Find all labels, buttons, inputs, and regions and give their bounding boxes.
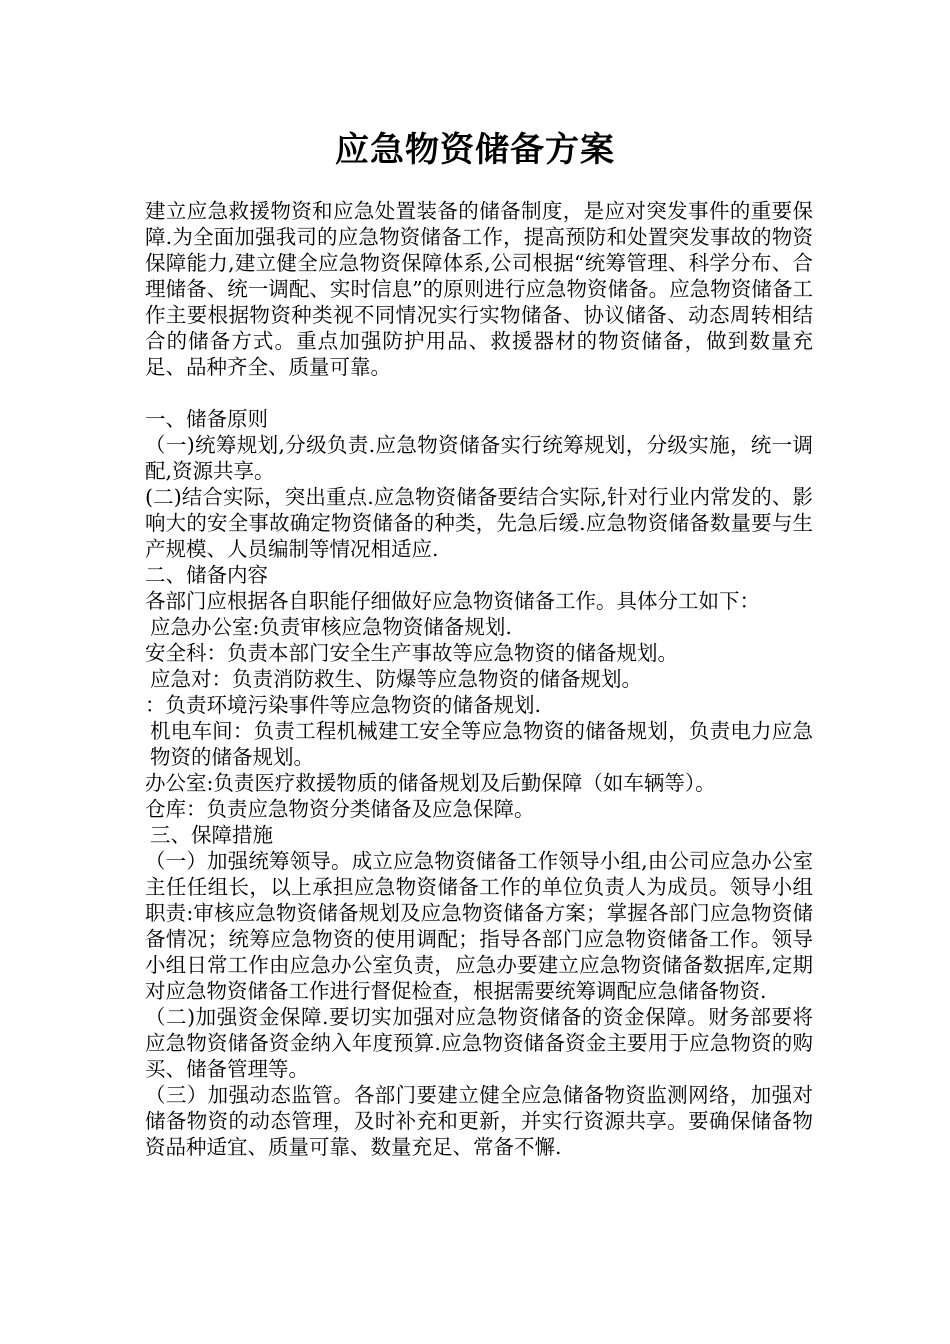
paragraph-gap [145,380,813,406]
intro-paragraph: 建立应急救援物资和应急处置装备的储备制度，是应对突发事件的重要保障.为全面加强我司的应急物资储备工作，提高预防和处置突发事故的物资保障能力,建立健全应急物资保障体系,公司根据“统筹管理、科学分布、合理储备、统一调配、实时信息”的原则进行应急物资储备。应急物资储备工作主要根据物资种类视不同情况实行实物储备、协议储备、动态周转相结合的储备方式。重点加强防护用品、救援器材的物资储备，做到数量充足、品种齐全、质量可靠。 [145,199,813,379]
section-heading-principles: 一、储备原则 [145,407,268,431]
measures-paragraph-2: （二)加强资金保障.要切实加强对应急物资储备的资金保障。财务部要将应急物资储备资金纳入年度预算.应急物资储备资金主要用于应急物资的购买、储备管理等。 [145,1005,813,1081]
section-heading-measures: 三、保障措施 [150,823,273,847]
contents-paragraph-6: 机电车间：负责工程机械建工安全等应急物资的储备规划，负责电力应急物资的储备规划。 [150,719,813,769]
document-title: 应急物资储备方案 [335,130,615,170]
section-heading-contents: 二、储备内容 [145,563,268,587]
contents-paragraph-8: 仓库：负责应急物资分类储备及应急保障。 [145,797,535,821]
contents-paragraph-5: ：负责环境污染事件等应急物资的储备规划. [145,693,542,717]
contents-paragraph-3: 安全科：负责本部门安全生产事故等应急物资的储备规划。 [145,641,678,665]
contents-paragraph-1: 各部门应根据各自职能仔细做好应急物资储备工作。具体分工如下： [145,589,760,613]
measures-paragraph-1: （一）加强统筹领导。成立应急物资储备工作领导小组,由公司应急办公室主任任组长，以上承担应急物资储备工作的单位负责人为成员。领导小组职责:审核应急物资储备规划及应急物资储备方案；掌握各部门应急物资储备情况；统筹应急物资的使用调配；指导各部门应急物资储备工作。领导小组日常工作由应急办公室负责，应急办要建立应急物资储备数据库,定期对应急物资储备工作进行督促检查，根据需要统筹调配应急储备物资. [145,849,813,1003]
contents-paragraph-7: 办公室:负责医疗救援物质的储备规划及后勤保障（如车辆等）。 [145,771,716,795]
measures-paragraph-3: （三）加强动态监管。各部门要建立健全应急储备物资监测网络，加强对储备物资的动态管理，及时补充和更新，并实行资源共享。要确保储备物资品种适宜、质量可靠、数量充足、常备不懈. [145,1083,813,1159]
contents-paragraph-4: 应急对：负责消防救生、防爆等应急物资的储备规划。 [150,667,642,691]
document-body [145,198,813,1160]
principle-paragraph-1: （一)统筹规划,分级负责.应急物资储备实行统筹规划，分级实施，统一调配,资源共享。 [145,433,813,483]
contents-paragraph-2: 应急办公室:负责审核应急物资储备规划. [150,615,512,639]
principle-paragraph-2: (二)结合实际，突出重点.应急物资储备要结合实际,针对行业内常发的、影响大的安全事故确定物资储备的种类，先急后缓.应急物资储备数量要与生产规模、人员编制等情况相适应. [145,485,813,561]
